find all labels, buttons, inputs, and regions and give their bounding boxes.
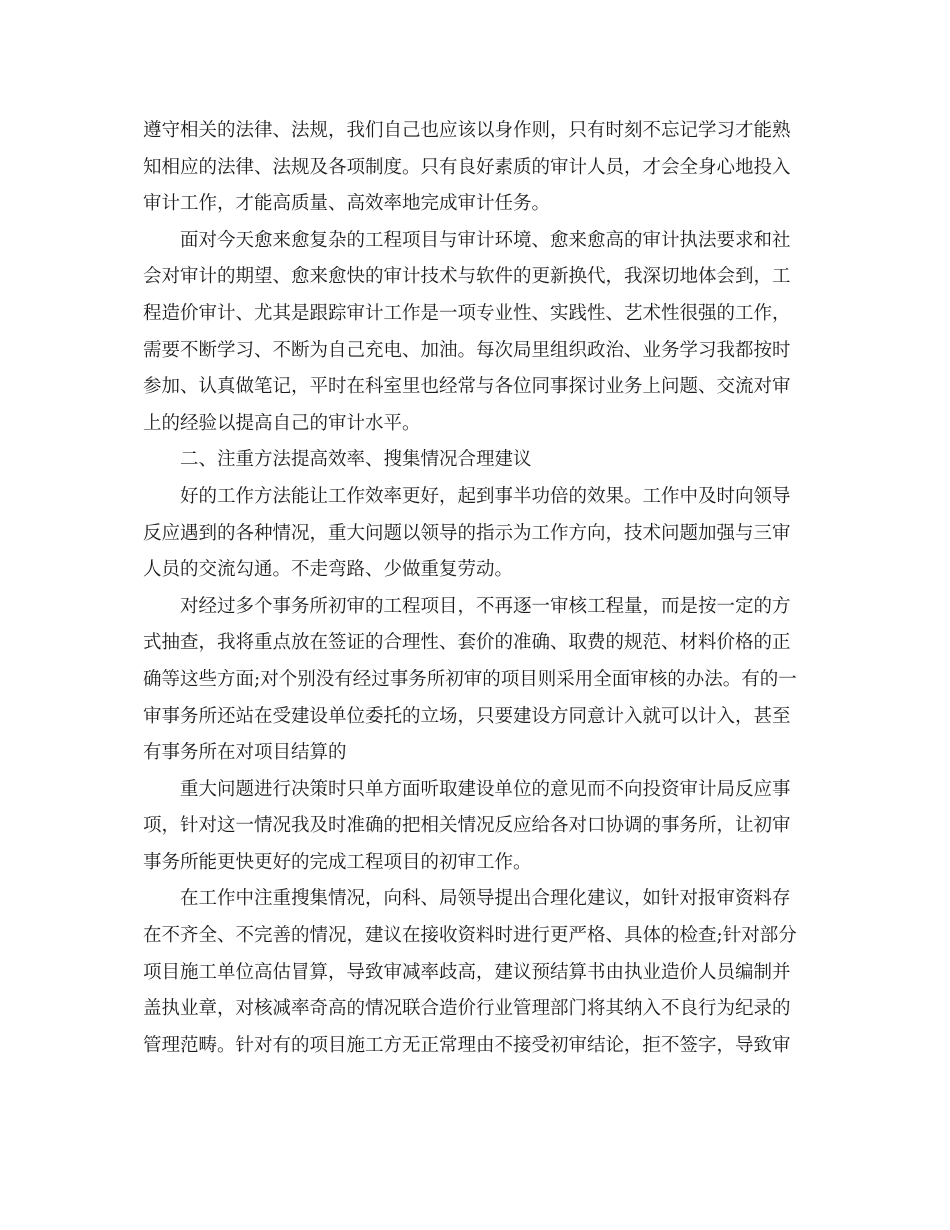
text-line: 人员的交流勾通。不走弯路、少做重复劳动。 [143, 559, 514, 581]
section-heading: 二、注重方法提高效率、搜集情况合理建议 [180, 449, 532, 471]
text-line: 参加、认真做笔记，平时在科室里也经常与各位同事探讨业务上问题、交流对审 [143, 376, 791, 398]
text-line: 程造价审计、尤其是跟踪审计工作是一项专业性、实践性、艺术性很强的工作， [143, 302, 791, 324]
document-body [143, 113, 813, 1064]
text-line: 项，针对这一情况我及时准确的把相关情况反应给各对口协调的事务所，让初审 [143, 815, 791, 837]
paragraph-first-line: 好的工作方法能让工作效率更好，起到事半功倍的效果。工作中及时向领导 [180, 485, 791, 507]
paragraph-first-line: 重大问题进行决策时只单方面听取建设单位的意见而不向投资审计局反应事 [180, 778, 791, 800]
text-line: 知相应的法律、法规及各项制度。只有良好素质的审计人员，才会全身心地投入 [143, 156, 791, 178]
text-line: 式抽查，我将重点放在签证的合理性、套价的准确、取费的规范、材料价格的正 [143, 632, 791, 654]
text-line: 事务所能更快更好的完成工程项目的初审工作。 [143, 851, 532, 873]
text-line: 审计工作，才能高质量、高效率地完成审计任务。 [143, 193, 551, 215]
text-line: 盖执业章，对核减率奇高的情况联合造价行业管理部门将其纳入不良行为纪录的 [143, 998, 791, 1020]
paragraph-first-line: 在工作中注重搜集情况，向科、局领导提出合理化建议，如针对报审资料存 [180, 888, 791, 910]
text-line: 需要不断学习、不断为自己充电、加油。每次局里组织政治、业务学习我都按时 [143, 339, 791, 361]
text-line: 反应遇到的各种情况，重大问题以领导的指示为工作方向，技术问题加强与三审 [143, 522, 791, 544]
text-line: 遵守相关的法律、法规，我们自己也应该以身作则，只有时刻不忘记学习才能熟 [143, 120, 791, 141]
paragraph-first-line: 面对今天愈来愈复杂的工程项目与审计环境、愈来愈高的审计执法要求和社 [180, 229, 791, 251]
text-line: 项目施工单位高估冒算，导致审减率歧高，建议预结算书由执业造价人员编制并 [143, 961, 791, 983]
text-line: 审事务所还站在受建设单位委托的立场，只要建设方同意计入就可以计入，甚至 [143, 705, 791, 727]
text-line: 确等这些方面;对个别没有经过事务所初审的项目则采用全面审核的办法。有的一 [143, 668, 797, 690]
text-line: 有事务所在对项目结算的 [143, 742, 347, 764]
text-line: 在不齐全、不完善的情况，建议在接收资料时进行更严格、具体的检查;针对部分 [143, 925, 797, 947]
text-line: 管理范畴。针对有的项目施工方无正常理由不接受初审结论，拒不签字，导致审 [143, 1034, 791, 1056]
text-line: 会对审计的期望、愈来愈快的审计技术与软件的更新换代，我深切地体会到，工 [143, 266, 791, 288]
text-line: 上的经验以提高自己的审计水平。 [143, 412, 421, 434]
paragraph-first-line: 对经过多个事务所初审的工程项目，不再逐一审核工程量，而是按一定的方 [180, 595, 791, 617]
